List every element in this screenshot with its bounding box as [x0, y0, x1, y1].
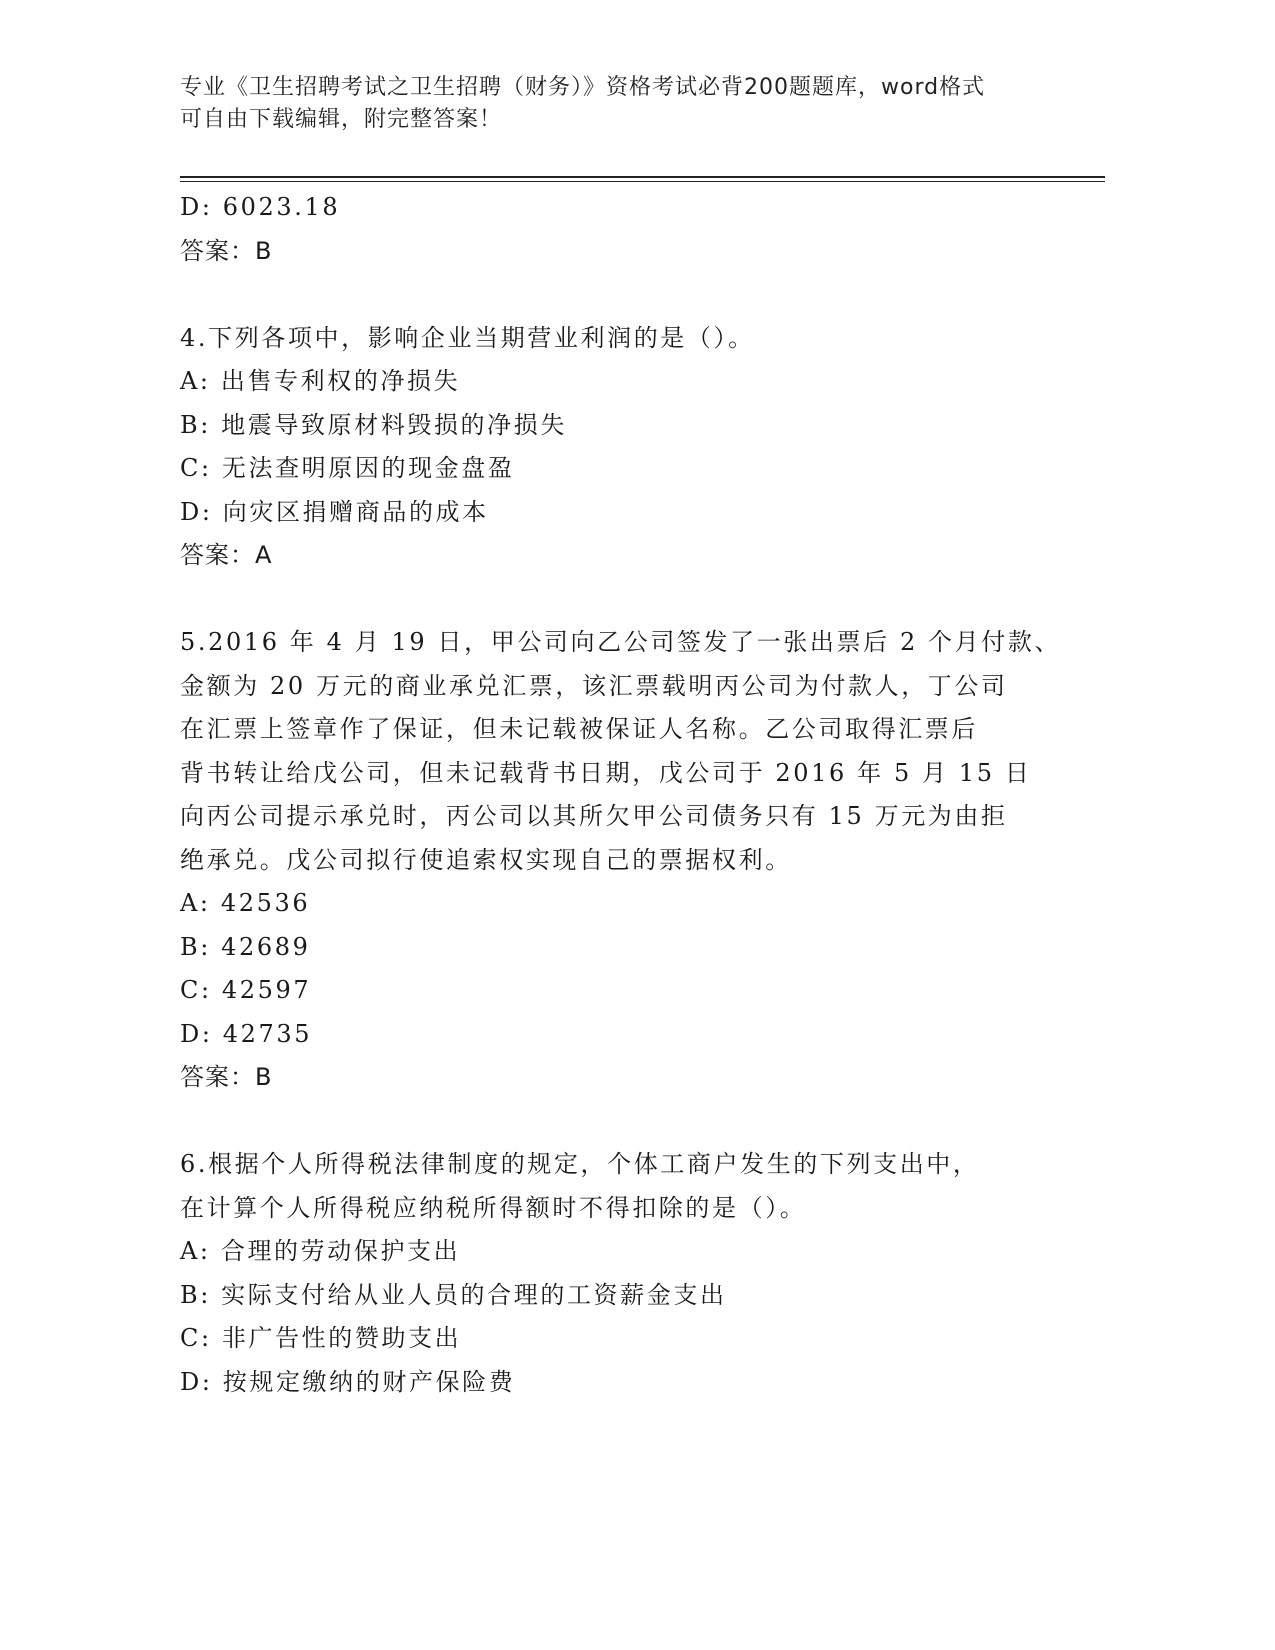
question-stem-line: 背书转让给戊公司，但未记载背书日期，戊公司于 2016 年 5 月 15 日: [180, 758, 1032, 787]
header-line-2: 可自由下载编辑，附完整答案！: [180, 107, 503, 132]
question-5: [180, 621, 1062, 1100]
answer: 答案：B: [180, 236, 273, 265]
option-c: C: 非广告性的赞助支出: [180, 1324, 462, 1352]
spacer: [180, 273, 1040, 317]
option-c: C: 无法查明原因的现金盘盈: [180, 454, 515, 482]
question-stem-line: 在计算个人所得税应纳税所得额时不得扣除的是（）。: [180, 1193, 807, 1222]
spacer: [180, 1100, 1040, 1144]
option-d: D: 42735: [180, 1019, 313, 1048]
question-4: [180, 317, 1040, 578]
option-a: A: 合理的劳动保护支出: [180, 1237, 461, 1265]
option-c: C: 42597: [180, 976, 312, 1004]
question-stem: 4.下列各项中，影响企业当期营业利润的是（）。: [180, 323, 755, 352]
answer: 答案：A: [180, 541, 273, 569]
option-b: B: 42689: [180, 932, 311, 961]
question-stem-line: 6.根据个人所得税法律制度的规定，个体工商户发生的下列支出中，: [180, 1150, 980, 1178]
question-stem-line: 5.2016 年 4 月 19 日，甲公司向乙公司签发了一张出票后 2 个月付款、: [180, 628, 1062, 656]
option-b: B: 地震导致原材料毁损的净损失: [180, 410, 567, 439]
document-body: [180, 186, 1062, 1404]
option-d: D: 向灾区捐赠商品的成本: [180, 497, 489, 526]
header-rule-thin: [180, 181, 1105, 182]
question-6: [180, 1143, 1040, 1404]
answer: 答案：B: [180, 1063, 273, 1091]
header-line-1: 专业《卫生招聘考试之卫生招聘（财务）》资格考试必背200题题库，word格式: [180, 75, 986, 100]
question-stem-line: 在汇票上签章作了保证，但未记载被保证人名称。乙公司取得汇票后: [180, 715, 978, 743]
spacer: [180, 578, 1040, 622]
option-d: D: 按规定缴纳的财产保险费: [180, 1367, 516, 1396]
question-stem-line: 绝承兑。戊公司拟行使追索权实现自己的票据权利。: [180, 845, 792, 874]
option-a: A: 42536: [180, 889, 311, 917]
question-stem-line: 向丙公司提示承兑时，丙公司以其所欠甲公司债务只有 15 万元为由拒: [180, 802, 1008, 830]
option-b: B: 实际支付给从业人员的合理的工资薪金支出: [180, 1280, 727, 1309]
question-stem-line: 金额为 20 万元的商业承兑汇票，该汇票载明丙公司为付款人，丁公司: [180, 671, 1008, 700]
option-d: D: 6023.18: [180, 193, 341, 221]
option-a: A: 出售专利权的净损失: [180, 367, 461, 395]
header-rule-thick: [180, 176, 1105, 178]
document-header: [180, 72, 1060, 136]
